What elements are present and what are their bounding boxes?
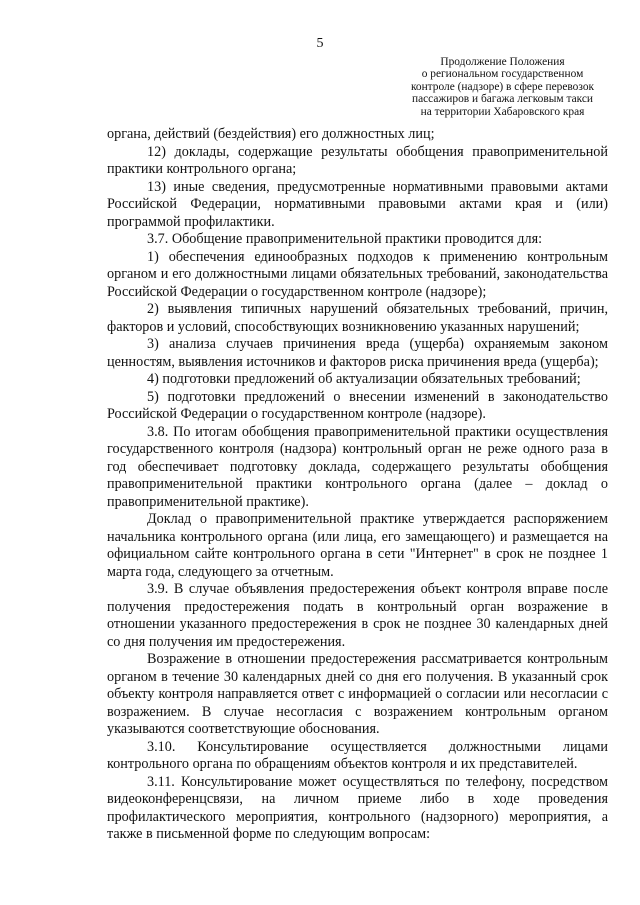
paragraph: 3) анализа случаев причинения вреда (ущерба) охраняемым законом ценностям, выявления источников и факторов риска причинения вреда (ущерба); [107, 336, 608, 370]
paragraph: органа, действий (бездействия) его должностных лиц; [107, 126, 435, 142]
paragraph: 3.10. Консультирование осуществляется должностными лицами контрольного органа по обращениям объектов контроля и их представителей. [107, 738, 608, 772]
paragraph: 5) подготовки предложений о внесении изменений в законодательство Российской Федерации о государственном контроле (надзоре). [107, 388, 608, 422]
paragraph: Возражение в отношении предостережения рассматривается контрольным органом в течение 30 календарных дней со дня его получения. В указанный срок объекту контроля направляется ответ с информацией о согласии или несогласии с возражением. В случае несогласия с возражением контрольным органом указываются соответствующие обоснования. [107, 651, 608, 737]
paragraph: 3.7. Обобщение правоприменительной практики проводится для: [147, 231, 543, 247]
paragraph: 12) доклады, содержащие результаты обобщения правоприменительной практики контрольного органа; [107, 143, 608, 177]
paragraph: 3.11. Консультирование может осуществляться по телефону, посредством видеоконференцсвязи, на личном приеме либо в ходе проведения профилактического мероприятия, контрольного (надзорного) мероприятия, а также в письменной форме по следующим вопросам: [107, 773, 608, 842]
header-line: контроле (надзоре) в сфере перевозок [410, 80, 595, 93]
paragraph: 13) иные сведения, предусмотренные нормативными правовыми актами Российской Федерации, нормативными правовыми актами края и (или) программой профилактики. [107, 178, 608, 230]
paragraph: 3.8. По итогам обобщения правоприменительной практики осуществления государственного контроля (надзора) контрольный орган не реже одного раза в год обеспечивает подготовку доклада, содержащего результаты обобщения правоприменительной практики контрольного органа (далее – доклад о правоприменительной практике). [107, 423, 608, 510]
header-line: о региональном государственном [421, 68, 584, 81]
paragraph: 2) выявления типичных нарушений обязательных требований, причин, факторов и условий, способствующих возникновению указанных нарушений; [107, 301, 608, 335]
header-line: на территории Хабаровского края [420, 105, 585, 118]
paragraph: 3.9. В случае объявления предостережения объект контроля вправе после получения предостережения подать в контрольный орган возражение в отношении указанного предостережения в срок не позднее 30 календарных дней со дня получения им предостережения. [107, 581, 608, 650]
page-number: 5 [316, 36, 324, 51]
header-line: пассажиров и багажа легковым такси [411, 93, 594, 106]
paragraph: 4) подготовки предложений об актуализации обязательных требований; [147, 371, 581, 387]
paragraph: Доклад о правоприменительной практике утверждается распоряжением начальника контрольного органа (или лица, его замещающего) и размещается на официальном сайте контрольного органа в сети "Интернет" в срок не позднее 1 марта года, следующего за отчетным. [107, 511, 608, 580]
document-body [107, 126, 608, 844]
paragraph: 1) обеспечения единообразных подходов к применению контрольным органом и его должностными лицами обязательных требований, законодательства Российской Федерации о государственном контроле (надзоре); [107, 248, 608, 300]
header-line: Продолжение Положения [440, 56, 565, 68]
document-header [395, 56, 610, 118]
